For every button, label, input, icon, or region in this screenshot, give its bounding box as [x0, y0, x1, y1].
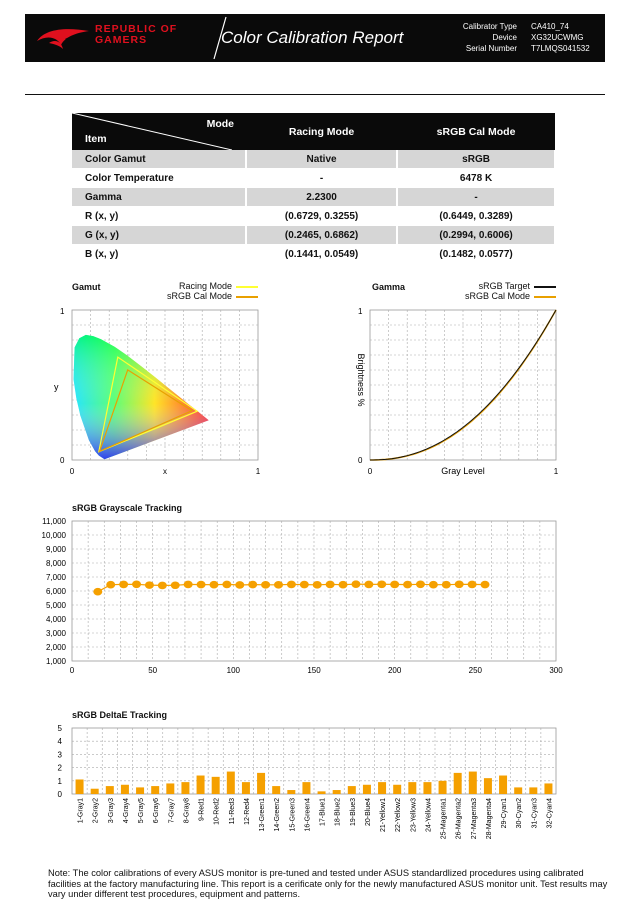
grayscale-point: [132, 580, 141, 588]
x-tick-label: 15-Green3: [289, 798, 297, 832]
y-tick-label: 0: [60, 456, 65, 465]
deltae-bar: [212, 777, 220, 794]
row-value-b: (0.6449, 0.3289): [397, 207, 555, 226]
x-tick-label: 20-Blue4: [364, 798, 372, 827]
x-tick-label: 6-Gray6: [153, 798, 161, 824]
y-tick-label: 6,000: [45, 587, 66, 596]
legend-swatch: [236, 286, 258, 288]
y-tick-label: 1,000: [45, 657, 66, 666]
gamut-chart: [50, 300, 270, 480]
y-tick-label: 9,000: [45, 545, 66, 554]
row-item: Color Gamut: [72, 150, 246, 169]
meta-label-calibrator: Calibrator Type: [462, 22, 517, 31]
col-racing-mode: Racing Mode: [246, 113, 397, 150]
report-title: Color Calibration Report: [221, 28, 404, 47]
row-value-b: 6478 K: [397, 169, 555, 188]
deltae-bar: [287, 790, 295, 794]
row-item: Gamma: [72, 188, 246, 207]
meta-value-device: XG32UCWMG: [531, 33, 584, 42]
grayscale-point: [442, 581, 451, 589]
legend-label: sRGB Cal Mode: [166, 291, 232, 301]
x-tick-label: 24-Yellow4: [425, 798, 433, 832]
x-tick-label: 1: [553, 467, 559, 476]
deltae-bar: [348, 786, 356, 794]
x-tick-label: 14-Green2: [274, 798, 282, 832]
x-tick-label: 4-Gray4: [122, 798, 130, 824]
x-tick-label: 27-Magenta3: [470, 798, 478, 840]
deltae-bar: [423, 782, 431, 794]
grayscale-point: [416, 580, 425, 588]
x-tick-label: 300: [549, 666, 563, 675]
deltae-bar: [272, 786, 280, 794]
row-item: B (x, y): [72, 245, 246, 264]
grayscale-point: [429, 581, 438, 589]
deltae-bar: [121, 785, 129, 794]
grayscale-point: [261, 581, 270, 589]
row-value-b: sRGB: [397, 150, 555, 169]
deltae-bar: [91, 789, 99, 794]
grayscale-point: [455, 580, 464, 588]
grayscale-point: [197, 581, 206, 589]
y-tick-label: 0: [57, 790, 62, 799]
deltae-bar: [227, 772, 235, 794]
legend-label: Racing Mode: [178, 281, 232, 291]
deltae-bar: [484, 778, 492, 794]
deltae-bar: [408, 782, 416, 794]
y-tick-label: 2,000: [45, 643, 66, 652]
gamut-legend-racing: [166, 281, 258, 291]
deltae-bar: [393, 785, 401, 794]
meta-values: [531, 21, 590, 54]
meta-value-serial: T7LMQS041532: [531, 44, 590, 53]
deltae-bar: [333, 790, 341, 794]
table-row: [72, 188, 555, 207]
grayscale-point: [468, 581, 477, 589]
deltae-bar: [363, 785, 371, 794]
x-tick-label: 0: [69, 666, 75, 675]
header-rule: [25, 94, 605, 95]
spec-table: [72, 113, 556, 264]
deltae-bar: [257, 773, 265, 794]
grayscale-point: [248, 581, 257, 589]
x-tick-label: 7-Gray7: [168, 798, 176, 824]
meta-labels: [429, 21, 517, 54]
brand-line-1: REPUBLIC OF: [95, 23, 178, 35]
deltae-bar: [181, 782, 189, 794]
x-tick-label: 50: [148, 666, 158, 675]
deltae-chart-title: sRGB DeltaE Tracking: [72, 710, 168, 720]
deltae-bar: [136, 787, 144, 794]
grayscale-point: [209, 581, 218, 589]
deltae-tracking-chart: [20, 720, 610, 850]
gamma-legend-target: [440, 281, 556, 291]
x-tick-label: 19-Blue3: [349, 798, 357, 827]
deltae-bar: [529, 787, 537, 794]
x-tick-label: 13-Green1: [259, 798, 267, 832]
deltae-bar: [499, 776, 507, 794]
x-tick-label: 3-Gray3: [107, 798, 115, 824]
table-row: [72, 150, 555, 169]
grayscale-point: [222, 581, 231, 589]
row-item: G (x, y): [72, 226, 246, 245]
grayscale-point: [274, 581, 283, 589]
grayscale-point: [481, 581, 490, 589]
x-axis-label: Gray Level: [441, 466, 485, 476]
brand-name: [95, 24, 177, 46]
deltae-bar: [197, 776, 205, 794]
grayscale-point: [158, 582, 167, 590]
table-row: [72, 169, 555, 188]
x-tick-label: 16-Green4: [304, 798, 312, 832]
legend-label: sRGB Target: [478, 281, 530, 291]
row-value-a: Native: [246, 150, 397, 169]
x-tick-label: 8-Gray8: [183, 798, 191, 824]
x-tick-label: 11-Red3: [228, 798, 236, 825]
mode-label: Mode: [206, 118, 234, 130]
deltae-bar: [76, 779, 84, 794]
x-tick-label: 100: [226, 666, 241, 675]
y-tick-label: 2: [57, 763, 62, 773]
y-tick-label: 0: [358, 456, 363, 465]
row-value-a: 2.2300: [246, 188, 397, 207]
grayscale-point: [351, 580, 360, 588]
x-tick-label: 10-Red2: [213, 798, 221, 825]
x-tick-label: 5-Gray5: [138, 798, 146, 824]
x-tick-label: 250: [468, 666, 483, 675]
y-tick-label: 10,000: [41, 531, 66, 540]
x-tick-label: 1-Gray1: [77, 798, 85, 824]
x-tick-label: 17-Blue1: [319, 798, 327, 827]
grayscale-point: [403, 581, 412, 589]
grayscale-chart-title: sRGB Grayscale Tracking: [72, 503, 183, 513]
x-tick-label: 0: [367, 467, 373, 476]
grayscale-point: [119, 581, 128, 589]
grayscale-point: [377, 580, 386, 588]
row-value-b: -: [397, 188, 555, 207]
brand-line-2: GAMERS: [95, 34, 148, 46]
deltae-bar: [302, 782, 310, 794]
deltae-bar: [544, 783, 552, 794]
col-srgb-cal-mode: sRGB Cal Mode: [397, 113, 555, 150]
x-tick-label: 23-Yellow3: [410, 798, 418, 832]
grayscale-point: [326, 581, 335, 589]
y-tick-label: 5: [57, 724, 62, 733]
table-row: [72, 226, 555, 245]
y-tick-label: 8,000: [45, 559, 66, 568]
y-tick-label: 5,000: [45, 601, 66, 610]
x-tick-label: 12-Red4: [243, 798, 251, 825]
x-tick-label: 18-Blue2: [334, 798, 342, 827]
grayscale-point: [235, 581, 244, 589]
x-tick-label: 9-Red1: [198, 798, 206, 821]
meta-value-calibrator: CA410_74: [531, 22, 569, 31]
gamut-chart-title: Gamut: [72, 282, 101, 292]
gamma-chart: [340, 300, 580, 480]
grayscale-point: [313, 581, 322, 589]
legend-swatch: [236, 296, 258, 298]
x-tick-label: 21-Yellow1: [380, 798, 388, 832]
grayscale-point: [184, 581, 193, 589]
table-row: [72, 207, 555, 226]
x-tick-label: 25-Magenta1: [440, 798, 448, 840]
gamma-chart-title: Gamma: [372, 282, 406, 292]
legend-swatch: [534, 286, 556, 288]
rog-eye-logo-icon: [35, 27, 91, 51]
grayscale-point: [364, 581, 373, 589]
y-tick-label: 4: [57, 737, 62, 747]
meta-label-serial: Serial Number: [465, 44, 517, 53]
x-axis-label: x: [163, 467, 167, 476]
deltae-bar: [378, 782, 386, 794]
y-tick-label: 11,000: [42, 517, 66, 526]
y-tick-label: 7,000: [45, 573, 66, 582]
x-tick-label: 32-Cyan4: [546, 798, 554, 829]
x-tick-label: 26-Magenta2: [455, 798, 463, 840]
row-value-a: (0.1441, 0.0549): [246, 245, 397, 264]
deltae-bar: [106, 786, 114, 794]
gamut-legend: [166, 281, 258, 301]
footer-note: Note: The color calibrations of every ASUS monitor is pre-tuned and tested under ASUS standardlized procedures using calibrated facilities at the factory manufacturing line. This report is a cerificate only for the newly manufactured ASUS monitor unit. Test results may vary under different test procedures, equipment and patterns.: [48, 868, 608, 899]
deltae-bar: [454, 773, 462, 794]
legend-swatch: [534, 296, 556, 298]
row-value-b: (0.2994, 0.6006): [397, 226, 555, 245]
deltae-bar: [469, 772, 477, 794]
grayscale-point: [171, 581, 180, 589]
item-label: Item: [85, 133, 107, 145]
y-tick-label: 3,000: [45, 629, 66, 638]
deltae-bar: [318, 791, 326, 794]
y-tick-label: 1: [358, 307, 363, 316]
x-tick-label: 22-Yellow2: [395, 798, 403, 832]
x-tick-label: 29-Cyan1: [501, 798, 509, 829]
grayscale-point: [145, 581, 154, 589]
deltae-bar: [242, 782, 250, 794]
row-value-b: (0.1482, 0.0577): [397, 245, 555, 264]
y-tick-label: 1: [57, 776, 62, 786]
meta-label-device: Device: [492, 33, 517, 42]
deltae-bar: [439, 781, 447, 794]
x-tick-label: 200: [387, 666, 402, 675]
row-value-a: (0.2465, 0.6862): [246, 226, 397, 245]
grayscale-point: [93, 588, 102, 596]
y-axis-label: y: [54, 382, 59, 392]
grayscale-point: [106, 581, 115, 589]
y-tick-label: 1: [60, 307, 65, 316]
grayscale-tracking-chart: [20, 512, 610, 682]
y-axis-label: Brightness %: [356, 353, 366, 407]
x-tick-label: 31-Cyan3: [531, 798, 539, 829]
x-tick-label: 30-Cyan2: [516, 798, 524, 829]
x-tick-label: 150: [307, 666, 321, 675]
deltae-bar: [151, 786, 159, 794]
grayscale-point: [300, 581, 309, 589]
y-tick-label: 3: [57, 750, 62, 760]
diagonal-header-cell: [72, 113, 246, 150]
row-item: Color Temperature: [72, 169, 246, 188]
x-tick-label: 1: [255, 467, 261, 476]
table-header-row: [72, 113, 555, 150]
legend-label: sRGB Cal Mode: [464, 291, 530, 301]
grayscale-point: [390, 581, 399, 589]
y-tick-label: 4,000: [45, 615, 66, 624]
grayscale-point: [339, 581, 348, 589]
grayscale-point: [287, 581, 296, 589]
table-row: [72, 245, 555, 264]
row-item: R (x, y): [72, 207, 246, 226]
report-header: [25, 14, 605, 62]
row-value-a: (0.6729, 0.3255): [246, 207, 397, 226]
gamma-legend: [440, 281, 556, 301]
deltae-bar: [166, 783, 174, 794]
deltae-bar: [514, 787, 522, 794]
x-tick-label: 0: [69, 467, 75, 476]
x-tick-label: 2-Gray2: [92, 798, 100, 824]
row-value-a: -: [246, 169, 397, 188]
x-tick-label: 28-Magenta4: [485, 798, 493, 840]
